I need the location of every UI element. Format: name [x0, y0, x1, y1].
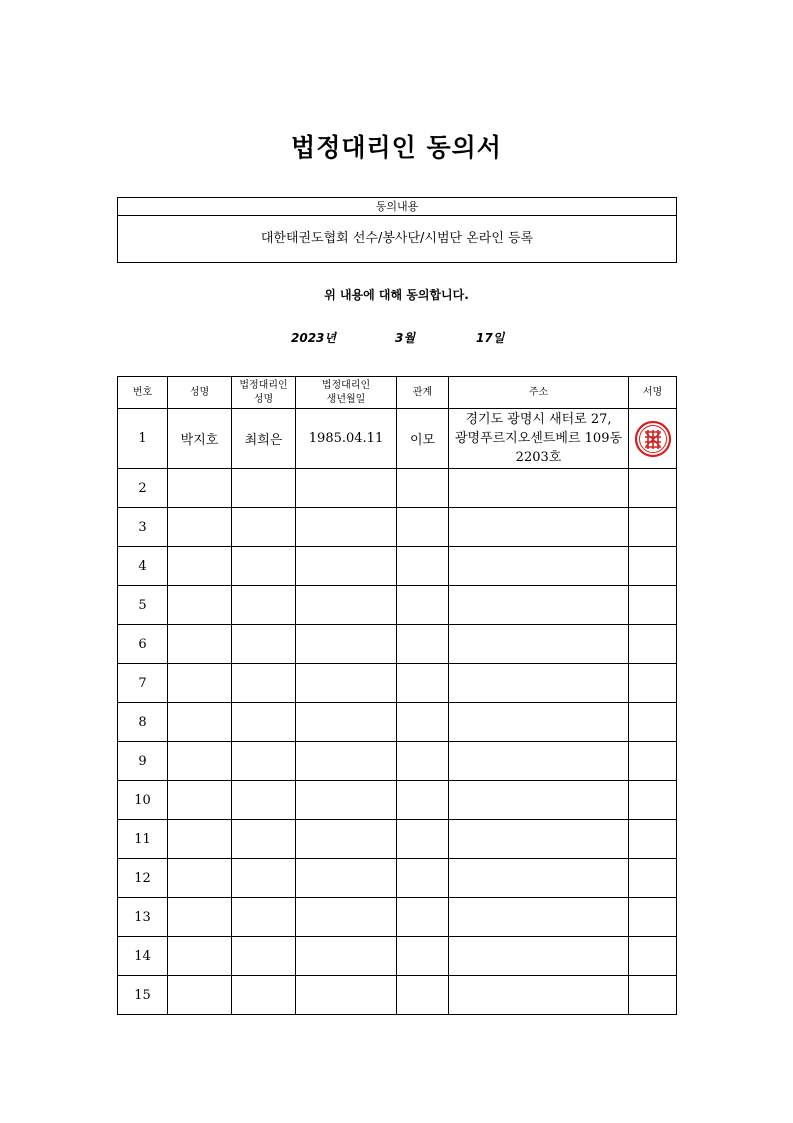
row-number: 6 [118, 625, 168, 664]
address-line2: 광명푸르지오센트베르 109동 [454, 431, 623, 446]
table-row [118, 859, 677, 898]
table-row [118, 781, 677, 820]
table-row [118, 469, 677, 508]
table-header-row [118, 377, 677, 409]
header-address: 주소 [449, 377, 629, 409]
agreement-statement: 위 내용에 대해 동의합니다. [324, 288, 469, 302]
header-guardian-birth-line1: 법정대리인 [321, 379, 371, 391]
header-signature: 서명 [629, 377, 677, 409]
table-row [118, 820, 677, 859]
row-number: 12 [118, 859, 168, 898]
row-number: 11 [118, 820, 168, 859]
row-number: 3 [118, 508, 168, 547]
table-row [118, 409, 677, 469]
consent-content-box [117, 197, 677, 263]
signature-cell [629, 409, 677, 469]
consent-content: 대한태권도협회 선수/봉사단/시범단 온라인 등록 [260, 231, 534, 246]
table-row [118, 547, 677, 586]
header-no: 번호 [118, 377, 168, 409]
header-guardian-name-line2: 성명 [253, 393, 274, 405]
header-guardian-name-line1: 법정대리인 [239, 379, 288, 391]
table-row [118, 664, 677, 703]
table-row [118, 703, 677, 742]
table-row [118, 742, 677, 781]
date-day: 17일 [476, 331, 505, 345]
header-name: 성명 [168, 377, 232, 409]
row-number: 1 [118, 409, 168, 469]
document-title: 법정대리인 동의서 [291, 133, 502, 162]
header-guardian-birth-line2: 생년월일 [326, 393, 366, 405]
row-number: 4 [118, 547, 168, 586]
row-number: 15 [118, 976, 168, 1015]
table-row [118, 898, 677, 937]
table-row [118, 937, 677, 976]
guardian-name: 최희은 [232, 409, 296, 469]
header-guardian-birth [296, 377, 397, 409]
date-year: 2023년 [291, 331, 336, 345]
seal-stamp-icon [634, 420, 672, 458]
relationship: 이모 [397, 409, 449, 469]
row-number: 8 [118, 703, 168, 742]
header-guardian-name [232, 377, 296, 409]
row-number: 13 [118, 898, 168, 937]
address [449, 409, 629, 469]
table-row [118, 976, 677, 1015]
table-row [118, 586, 677, 625]
table-row [118, 508, 677, 547]
date-month: 3월 [395, 331, 415, 345]
guardian-birthdate: 1985.04.11 [296, 409, 397, 469]
address-line1: 경기도 광명시 새터로 27, [465, 412, 612, 427]
row-number: 9 [118, 742, 168, 781]
guardian-signature-table [117, 376, 677, 1015]
row-number: 7 [118, 664, 168, 703]
row-number: 5 [118, 586, 168, 625]
row-number: 10 [118, 781, 168, 820]
address-line3: 2203호 [515, 450, 562, 465]
row-number: 14 [118, 937, 168, 976]
row-number: 2 [118, 469, 168, 508]
student-name: 박지호 [168, 409, 232, 469]
header-relation: 관계 [397, 377, 449, 409]
table-row [118, 625, 677, 664]
consent-header: 동의내용 [118, 198, 676, 216]
